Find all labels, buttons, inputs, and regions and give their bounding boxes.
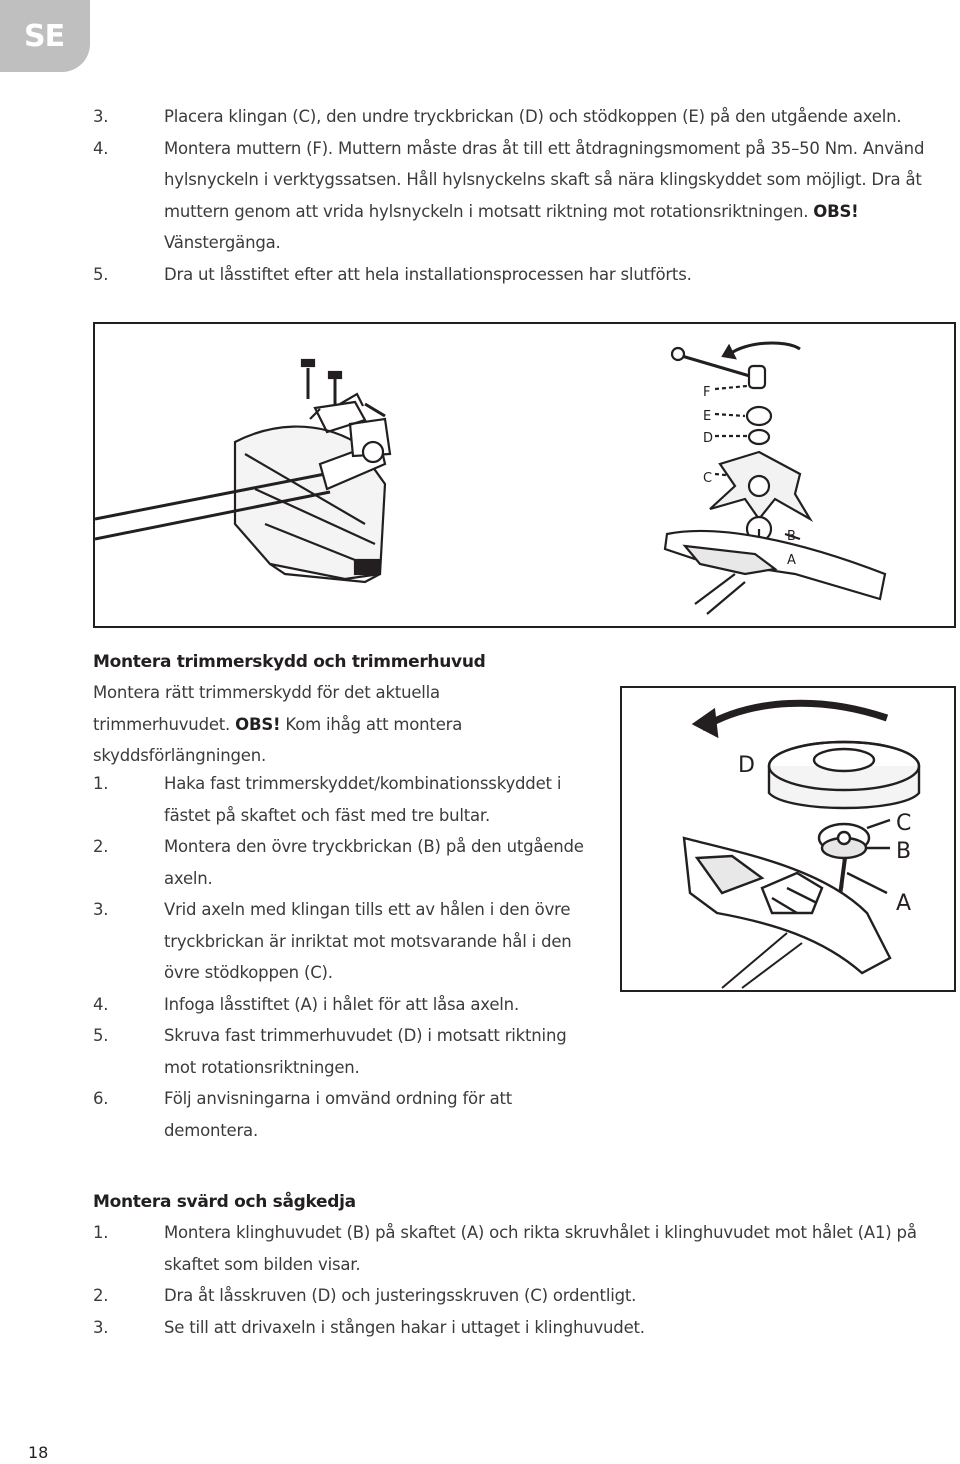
- item-text: Montera klinghuvudet (B) på skaftet (A) och rikta skruvhålet i klinghuvudet mot hålet (A1) på skaftet som bilden visar.: [164, 1223, 917, 1274]
- item-text: Vrid axeln med klingan tills ett av hålen i den övre tryckbrickan är inriktat mot motsvarande hål i den övre stödkoppen (C).: [164, 900, 572, 982]
- trimmer-head-drawing: [622, 688, 954, 990]
- item-number: 2.: [93, 837, 109, 856]
- item-number: 3.: [93, 1317, 109, 1337]
- label-a: A: [896, 891, 912, 916]
- list-item: [93, 768, 598, 831]
- section2-intro: [93, 677, 493, 772]
- obs-label: OBS!: [813, 201, 859, 221]
- language-tab: [0, 0, 90, 72]
- item-text: Dra ut låsstiftet efter att hela installationsprocessen har slutförts.: [164, 264, 692, 284]
- list-item: [93, 101, 953, 133]
- section1-list: [93, 101, 953, 290]
- item-text: Dra åt låsskruven (D) och justeringsskruven (C) ordentligt.: [164, 1286, 637, 1305]
- item-text: Haka fast trimmerskyddet/kombinationsskyddet i fästet på skaftet och fäst med tre bultar.: [164, 774, 562, 825]
- item-text: Montera muttern (F). Muttern måste dras åt till ett åtdragningsmoment på 35–50 Nm. Använd hylsnyckeln i verktygssatsen. Håll hylsnyckelns skaft så nära klingskyddet som möjligt. Dra åt muttern genom att vrida hylsnyckeln i motsatt riktning mot rotationsriktningen.: [164, 138, 925, 221]
- label-d: D: [703, 431, 714, 446]
- list-item: [93, 1280, 953, 1312]
- language-tab-label: SE: [24, 19, 65, 54]
- figure-blade-assembly: [93, 322, 956, 628]
- item-text: Följ anvisningarna i omvänd ordning för att demontera.: [164, 1089, 513, 1140]
- list-item: [93, 989, 598, 1021]
- item-text: Infoga låsstiftet (A) i hålet för att låsa axeln.: [164, 994, 519, 1014]
- item-text: Placera klingan (C), den undre tryckbrickan (D) och stödkoppen (E) på den utgående axeln.: [164, 107, 902, 126]
- label-d: D: [738, 753, 755, 778]
- intro-text: Montera rätt trimmerskydd för det aktuella trimmerhuvudet.: [93, 683, 440, 734]
- list-item: [93, 259, 953, 291]
- item-number: 5.: [93, 1026, 109, 1045]
- item-number: 4.: [93, 994, 109, 1014]
- item-number: 3.: [93, 900, 109, 919]
- item-number: 1.: [93, 1223, 109, 1242]
- label-b: B: [787, 529, 796, 544]
- item-text: Se till att drivaxeln i stången hakar i uttaget i klinghuvudet.: [164, 1317, 645, 1337]
- list-item: [93, 1020, 598, 1083]
- blade-assembly-drawing: [95, 324, 954, 626]
- label-b: B: [896, 839, 912, 864]
- list-item: [93, 1083, 598, 1146]
- list-item: [93, 894, 598, 989]
- list-item: [93, 1217, 953, 1280]
- item-number: 5.: [93, 264, 109, 284]
- section2-list: [93, 768, 598, 1146]
- page-number: 18: [28, 1443, 49, 1462]
- section3-list: [93, 1217, 953, 1343]
- item-text-after: Vänstergänga.: [164, 233, 281, 252]
- section2-heading: Montera trimmerskydd och trimmerhuvud: [93, 652, 486, 672]
- item-number: 6.: [93, 1089, 109, 1108]
- intro-text-after: Kom ihåg att montera skyddsförlängningen.: [93, 714, 463, 765]
- item-text: Skruva fast trimmerhuvudet (D) i motsatt riktning mot rotationsriktningen.: [164, 1026, 567, 1077]
- item-number: 2.: [93, 1286, 109, 1305]
- item-text: Montera den övre tryckbrickan (B) på den utgående axeln.: [164, 837, 584, 888]
- label-f: F: [703, 385, 711, 400]
- label-a: A: [787, 553, 796, 568]
- list-item: [93, 831, 598, 894]
- list-item: [93, 1312, 953, 1344]
- label-c: C: [703, 471, 713, 486]
- item-number: 3.: [93, 107, 109, 126]
- figure-trimmer-head: [620, 686, 956, 992]
- list-item: [93, 133, 953, 259]
- label-e: E: [703, 409, 712, 424]
- section3-heading: Montera svärd och sågkedja: [93, 1192, 356, 1212]
- label-c: C: [896, 811, 912, 836]
- obs-label: OBS!: [235, 714, 281, 734]
- item-number: 4.: [93, 138, 109, 158]
- item-number: 1.: [93, 774, 109, 793]
